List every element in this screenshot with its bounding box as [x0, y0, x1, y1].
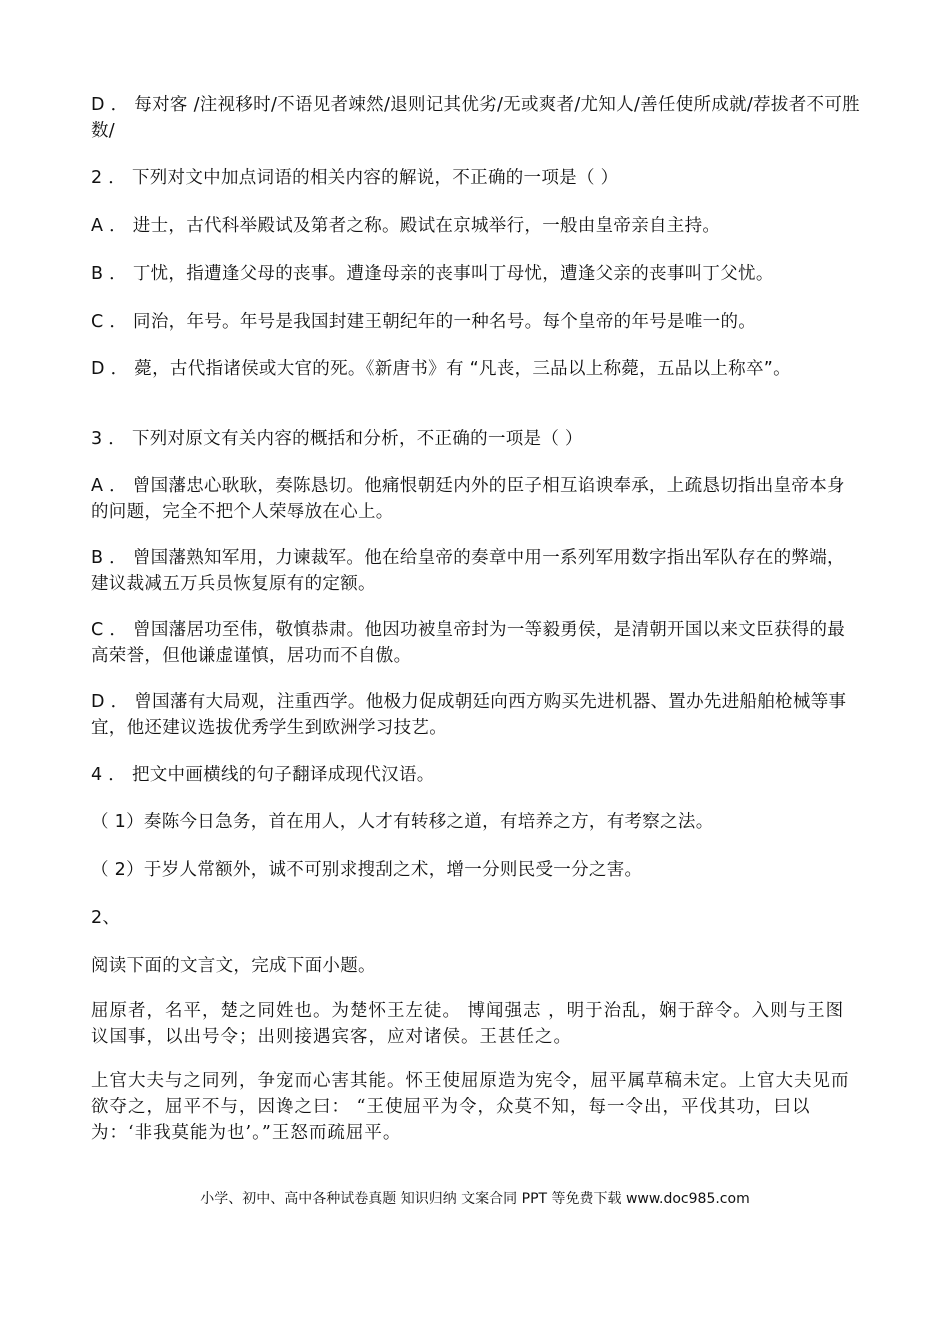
page-footer: 小学、初中、高中各种试卷真题 知识归纳 文案合同 PPT 等免费下载 www.doc985.com [200, 1191, 750, 1207]
section-instruction: 阅读下面的文言文，完成下面小题。 [91, 956, 376, 976]
question-3-option-a: A ． 曾国藩忠心耿耿，奏陈恳切。他痛恨朝廷内外的臣子相互谄谀奉承，上疏恳切指出皇帝本身的问题，完全不把个人荣辱放在心上。 [91, 476, 845, 522]
option-d-punctuation: D ． 每对客 /注视移时/不语见者竦然/退则记其优劣/无或爽者/尤知人/善任使所成就/荐拔者不可胜数/ [91, 95, 860, 141]
passage-paragraph-1: 屈原者，名平，楚之同姓也。为楚怀王左徒。 博闻强志 ，明于治乱，娴于辞令。入则与王图议国事，以出号令；出则接遇宾客，应对诸侯。王甚任之。 [91, 1001, 845, 1047]
question-4-part-2: （ 2）于岁人常额外，诚不可别求搜刮之术，增一分则民受一分之害。 [91, 860, 643, 880]
question-2-option-d: D ． 薨，古代指诸侯或大官的死。《新唐书》有 “凡丧，三品以上称薨，五品以上称卒”。 [91, 359, 791, 379]
section-number: 2、 [91, 908, 121, 928]
question-3-option-d: D ． 曾国藩有大局观，注重西学。他极力促成朝廷向西方购买先进机器、置办先进船舶枪械等事宜，他还建议选拔优秀学生到欧洲学习技艺。 [91, 692, 847, 738]
question-2-option-a: A ． 进士，古代科举殿试及第者之称。殿试在京城举行，一般由皇帝亲自主持。 [91, 216, 721, 236]
passage-paragraph-2: 上官大夫与之同列，争宠而心害其能。怀王使屈原造为宪令，屈平属草稿未定。上官大夫见而欲夺之，屈平不与，因谗之曰： “王使屈平为令，众莫不知，每一令出，平伐其功，曰以为：‘非我莫能为也’。”王怒而疏屈平。 [91, 1071, 850, 1143]
question-3-stem: 3 ． 下列对原文有关内容的概括和分析，不正确的一项是（ ） [91, 429, 583, 449]
question-3-option-b: B ． 曾国藩熟知军用，力谏裁军。他在给皇帝的奏章中用一系列军用数字指出军队存在的弊端，建议裁减五万兵员恢复原有的定额。 [91, 548, 845, 594]
question-2-option-c: C ． 同治，年号。年号是我国封建王朝纪年的一种名号。每个皇帝的年号是唯一的。 [91, 312, 757, 332]
question-4-part-1: （ 1）奏陈今日急务，首在用人，人才有转移之道，有培养之方，有考察之法。 [91, 812, 714, 832]
question-3-option-c: C ． 曾国藩居功至伟，敬慎恭肃。他因功被皇帝封为一等毅勇侯，是清朝开国以来文臣获得的最高荣誉，但他谦虚谨慎，居功而不自傲。 [91, 620, 846, 666]
question-4-stem: 4 ． 把文中画横线的句子翻译成现代汉语。 [91, 765, 435, 785]
question-2-stem: 2 ． 下列对文中加点词语的相关内容的解说，不正确的一项是（ ） [91, 168, 619, 188]
question-2-option-b: B ． 丁忧，指遭逢父母的丧事。遭逢母亲的丧事叫丁母忧，遭逢父亲的丧事叫丁父忧。 [91, 264, 774, 284]
